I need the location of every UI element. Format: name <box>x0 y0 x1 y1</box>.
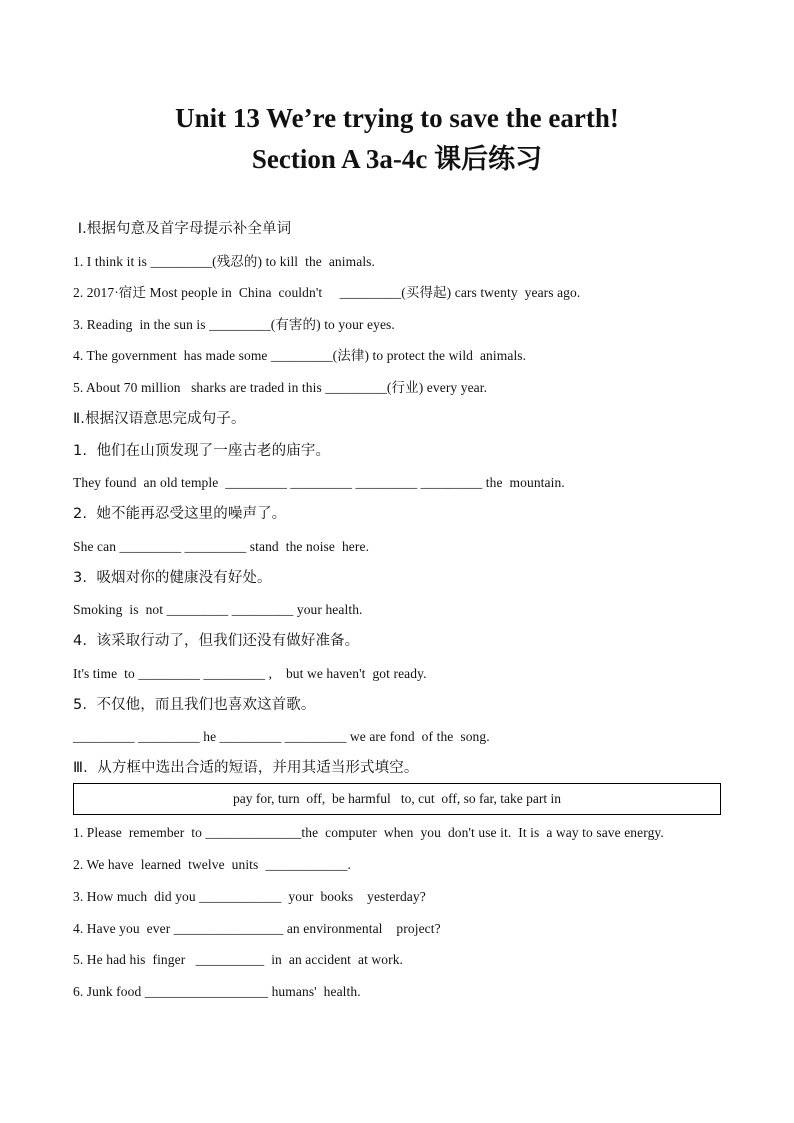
part2-item-english: Smoking is not _________ _________ your health. <box>73 602 363 617</box>
part2-item-english: They found an old temple _________ _________ _________ _________ the mountain. <box>73 475 565 490</box>
page-title: Unit 13 We’re trying to save the earth! <box>175 103 619 133</box>
part2-item-chinese: 2. 她不能再忍受这里的噪声了。 <box>73 506 287 522</box>
part2-item-chinese: 3. 吸烟对你的健康没有好处。 <box>73 570 272 586</box>
part1-item: 3. Reading in the sun is _________(有害的) to your eyes. <box>73 317 395 332</box>
part3-item: 3. How much did you ____________ your books yesterday? <box>73 889 426 904</box>
page-subtitle: Section A 3a-4c 课后练习 <box>251 144 543 174</box>
part1-item: 1. I think it is _________(残忍的) to kill the animals. <box>73 254 376 269</box>
part1-heading: Ⅰ.根据句意及首字母提示补全单词 <box>73 221 292 237</box>
part2-heading: Ⅱ.根据汉语意思完成句子。 <box>73 411 246 427</box>
part2-item-english: It's time to _________ _________ , but we haven't got ready. <box>73 666 427 681</box>
part1-item: 4. The government has made some _________(法律) to protect the wild animals. <box>73 348 527 363</box>
phrase-box: pay for, turn off, be harmful to, cut off, so far, take part in <box>73 783 721 815</box>
part3-item: 5. He had his finger __________ in an accident at work. <box>73 952 404 967</box>
part1-item: 2. 2017·宿迁 Most people in China couldn't _________(买得起) cars twenty years ago. <box>73 285 581 300</box>
part2-item-chinese: 5. 不仅他，而且我们也喜欢这首歌。 <box>73 697 316 713</box>
part3-item: 1. Please remember to ______________the computer when you don't use it. It is a way to save energy. <box>73 825 664 840</box>
part3-item: 4. Have you ever ________________ an environmental project? <box>73 921 441 936</box>
part2-item-english: _________ _________ he _________ _________ we are fond of the song. <box>73 729 490 744</box>
part2-item-english: She can _________ _________ stand the noise here. <box>73 539 370 554</box>
part2-item-chinese: 1. 他们在山顶发现了一座古老的庙宇。 <box>73 443 331 459</box>
part3-heading: Ⅲ. 从方框中选出合适的短语，并用其适当形式填空。 <box>73 760 419 776</box>
part2-item-chinese: 4. 该采取行动了，但我们还没有做好准备。 <box>73 633 360 649</box>
part1-item: 5. About 70 million sharks are traded in this _________(行业) every year. <box>73 380 488 395</box>
part3-item: 6. Junk food __________________ humans' health. <box>73 984 361 999</box>
part3-item: 2. We have learned twelve units ____________. <box>73 857 352 872</box>
